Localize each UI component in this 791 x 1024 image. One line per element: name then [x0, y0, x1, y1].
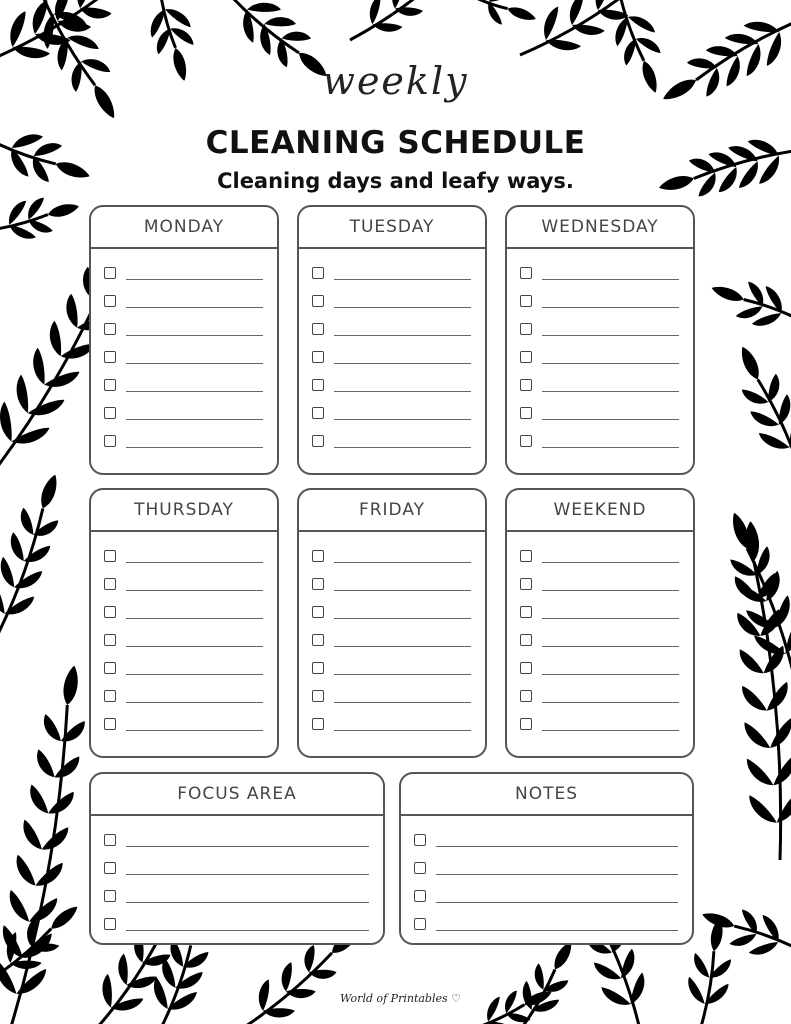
checkbox[interactable]: [104, 379, 116, 391]
checklist-row: [507, 259, 693, 287]
day-card-title: FRIDAY: [299, 490, 485, 532]
checkbox[interactable]: [520, 634, 532, 646]
write-line: [436, 862, 678, 875]
checklist-row: [91, 343, 277, 371]
checkbox[interactable]: [104, 267, 116, 279]
checkbox[interactable]: [520, 606, 532, 618]
write-line: [542, 295, 679, 308]
checklist-row: [299, 315, 485, 343]
checkbox[interactable]: [312, 379, 324, 391]
checklist-row: [401, 854, 692, 882]
write-line: [334, 550, 471, 563]
checkbox[interactable]: [520, 407, 532, 419]
checklist-row: [507, 710, 693, 738]
write-line: [542, 351, 679, 364]
write-line: [334, 718, 471, 731]
write-line: [126, 295, 263, 308]
write-line: [126, 834, 369, 847]
checkbox[interactable]: [312, 662, 324, 674]
write-line: [126, 407, 263, 420]
write-line: [126, 379, 263, 392]
day-card-title: TUESDAY: [299, 207, 485, 249]
day-card-title: WEEKEND: [507, 490, 693, 532]
task-list: [91, 532, 277, 738]
checklist-row: [91, 682, 277, 710]
checklist-row: [507, 427, 693, 455]
checklist-row: [507, 315, 693, 343]
write-line: [334, 578, 471, 591]
write-line: [334, 634, 471, 647]
focus-area-title: FOCUS AREA: [91, 774, 383, 816]
checkbox[interactable]: [520, 662, 532, 674]
write-line: [126, 918, 369, 931]
checklist-row: [401, 882, 692, 910]
checkbox[interactable]: [520, 323, 532, 335]
day-card-title: WEDNESDAY: [507, 207, 693, 249]
checkbox[interactable]: [104, 578, 116, 590]
write-line: [542, 323, 679, 336]
checkbox[interactable]: [520, 379, 532, 391]
checkbox[interactable]: [414, 862, 426, 874]
checkbox[interactable]: [104, 690, 116, 702]
write-line: [126, 606, 263, 619]
checklist-row: [507, 654, 693, 682]
page-subtitle: Cleaning days and leafy ways.: [217, 169, 574, 193]
checklist-row: [507, 287, 693, 315]
checkbox[interactable]: [104, 718, 116, 730]
checkbox[interactable]: [104, 295, 116, 307]
checkbox[interactable]: [520, 435, 532, 447]
checkbox[interactable]: [104, 918, 116, 930]
day-card-friday: [297, 488, 487, 758]
write-line: [126, 634, 263, 647]
notes-card: [399, 772, 694, 945]
write-line: [542, 267, 679, 280]
checklist-row: [507, 542, 693, 570]
task-list: [401, 816, 692, 938]
checkbox[interactable]: [520, 351, 532, 363]
task-list: [91, 816, 383, 938]
checkbox[interactable]: [312, 606, 324, 618]
day-card-tuesday: [297, 205, 487, 475]
checkbox[interactable]: [104, 862, 116, 874]
checkbox[interactable]: [312, 435, 324, 447]
checklist-row: [91, 287, 277, 315]
write-line: [542, 690, 679, 703]
write-line: [542, 662, 679, 675]
write-line: [334, 606, 471, 619]
write-line: [334, 267, 471, 280]
write-line: [334, 435, 471, 448]
checkbox[interactable]: [414, 834, 426, 846]
write-line: [542, 578, 679, 591]
checklist-row: [299, 343, 485, 371]
write-line: [542, 379, 679, 392]
write-line: [436, 890, 678, 903]
write-line: [126, 690, 263, 703]
task-list: [507, 249, 693, 455]
write-line: [334, 323, 471, 336]
day-card-title: THURSDAY: [91, 490, 277, 532]
checkbox[interactable]: [104, 323, 116, 335]
checkbox[interactable]: [520, 690, 532, 702]
write-line: [126, 267, 263, 280]
checkbox[interactable]: [312, 295, 324, 307]
checklist-row: [91, 570, 277, 598]
checklist-row: [299, 427, 485, 455]
checkbox[interactable]: [312, 578, 324, 590]
write-line: [542, 634, 679, 647]
checkbox[interactable]: [104, 435, 116, 447]
checkbox[interactable]: [312, 718, 324, 730]
checkbox[interactable]: [312, 267, 324, 279]
checklist-row: [507, 682, 693, 710]
day-card-wednesday: [505, 205, 695, 475]
checklist-row: [507, 570, 693, 598]
write-line: [126, 435, 263, 448]
checklist-row: [91, 826, 383, 854]
checkbox[interactable]: [104, 606, 116, 618]
checkbox[interactable]: [520, 267, 532, 279]
write-line: [126, 550, 263, 563]
footer-brand: [340, 992, 461, 1005]
checkbox[interactable]: [414, 918, 426, 930]
checkbox[interactable]: [520, 578, 532, 590]
day-card-title: MONDAY: [91, 207, 277, 249]
write-line: [542, 407, 679, 420]
checkbox[interactable]: [104, 834, 116, 846]
task-list: [91, 249, 277, 455]
write-line: [334, 690, 471, 703]
write-line: [542, 718, 679, 731]
checkbox[interactable]: [414, 890, 426, 902]
day-card-weekend: [505, 488, 695, 758]
write-line: [126, 323, 263, 336]
notes-title: NOTES: [401, 774, 692, 816]
checklist-row: [299, 259, 485, 287]
checklist-row: [91, 710, 277, 738]
write-line: [334, 662, 471, 675]
write-line: [436, 834, 678, 847]
checklist-row: [299, 287, 485, 315]
checklist-row: [299, 399, 485, 427]
write-line: [542, 550, 679, 563]
checklist-row: [299, 570, 485, 598]
checklist-row: [507, 343, 693, 371]
checklist-row: [299, 626, 485, 654]
write-line: [126, 890, 369, 903]
day-card-thursday: [89, 488, 279, 758]
checklist-row: [299, 598, 485, 626]
checklist-row: [507, 626, 693, 654]
write-line: [334, 407, 471, 420]
checklist-row: [91, 598, 277, 626]
checklist-row: [91, 371, 277, 399]
checklist-row: [91, 259, 277, 287]
checkbox[interactable]: [520, 718, 532, 730]
write-line: [126, 662, 263, 675]
checklist-row: [299, 371, 485, 399]
checklist-row: [401, 910, 692, 938]
checkbox[interactable]: [312, 407, 324, 419]
checkbox[interactable]: [104, 890, 116, 902]
checklist-row: [507, 371, 693, 399]
checkbox[interactable]: [104, 351, 116, 363]
page-title: CLEANING SCHEDULE: [205, 125, 586, 161]
write-line: [126, 578, 263, 591]
checklist-row: [91, 910, 383, 938]
footer-brand-text: World of Printables: [340, 992, 448, 1005]
checklist-row: [299, 542, 485, 570]
focus-area-card: [89, 772, 385, 945]
write-line: [334, 379, 471, 392]
checkbox[interactable]: [104, 634, 116, 646]
checkbox[interactable]: [312, 323, 324, 335]
write-line: [126, 862, 369, 875]
checklist-row: [91, 542, 277, 570]
checkbox[interactable]: [312, 351, 324, 363]
checklist-row: [91, 882, 383, 910]
heart-icon: ♡: [451, 992, 462, 1005]
write-line: [126, 351, 263, 364]
checklist-row: [91, 427, 277, 455]
checkbox[interactable]: [312, 550, 324, 562]
checkbox[interactable]: [104, 550, 116, 562]
checkbox[interactable]: [520, 550, 532, 562]
day-card-monday: [89, 205, 279, 475]
checklist-row: [507, 598, 693, 626]
checklist-row: [401, 826, 692, 854]
write-line: [542, 435, 679, 448]
checkbox[interactable]: [312, 634, 324, 646]
checkbox[interactable]: [312, 690, 324, 702]
weekly-script-title: weekly: [322, 59, 469, 103]
checklist-row: [299, 682, 485, 710]
checklist-row: [507, 399, 693, 427]
write-line: [436, 918, 678, 931]
write-line: [334, 351, 471, 364]
task-list: [507, 532, 693, 738]
checklist-row: [299, 710, 485, 738]
write-line: [126, 718, 263, 731]
task-list: [299, 532, 485, 738]
checklist-row: [91, 854, 383, 882]
write-line: [334, 295, 471, 308]
checkbox[interactable]: [104, 662, 116, 674]
checklist-row: [91, 654, 277, 682]
checkbox[interactable]: [520, 295, 532, 307]
checklist-row: [91, 315, 277, 343]
checklist-row: [299, 654, 485, 682]
checkbox[interactable]: [104, 407, 116, 419]
checklist-row: [91, 399, 277, 427]
checklist-row: [91, 626, 277, 654]
task-list: [299, 249, 485, 455]
write-line: [542, 606, 679, 619]
